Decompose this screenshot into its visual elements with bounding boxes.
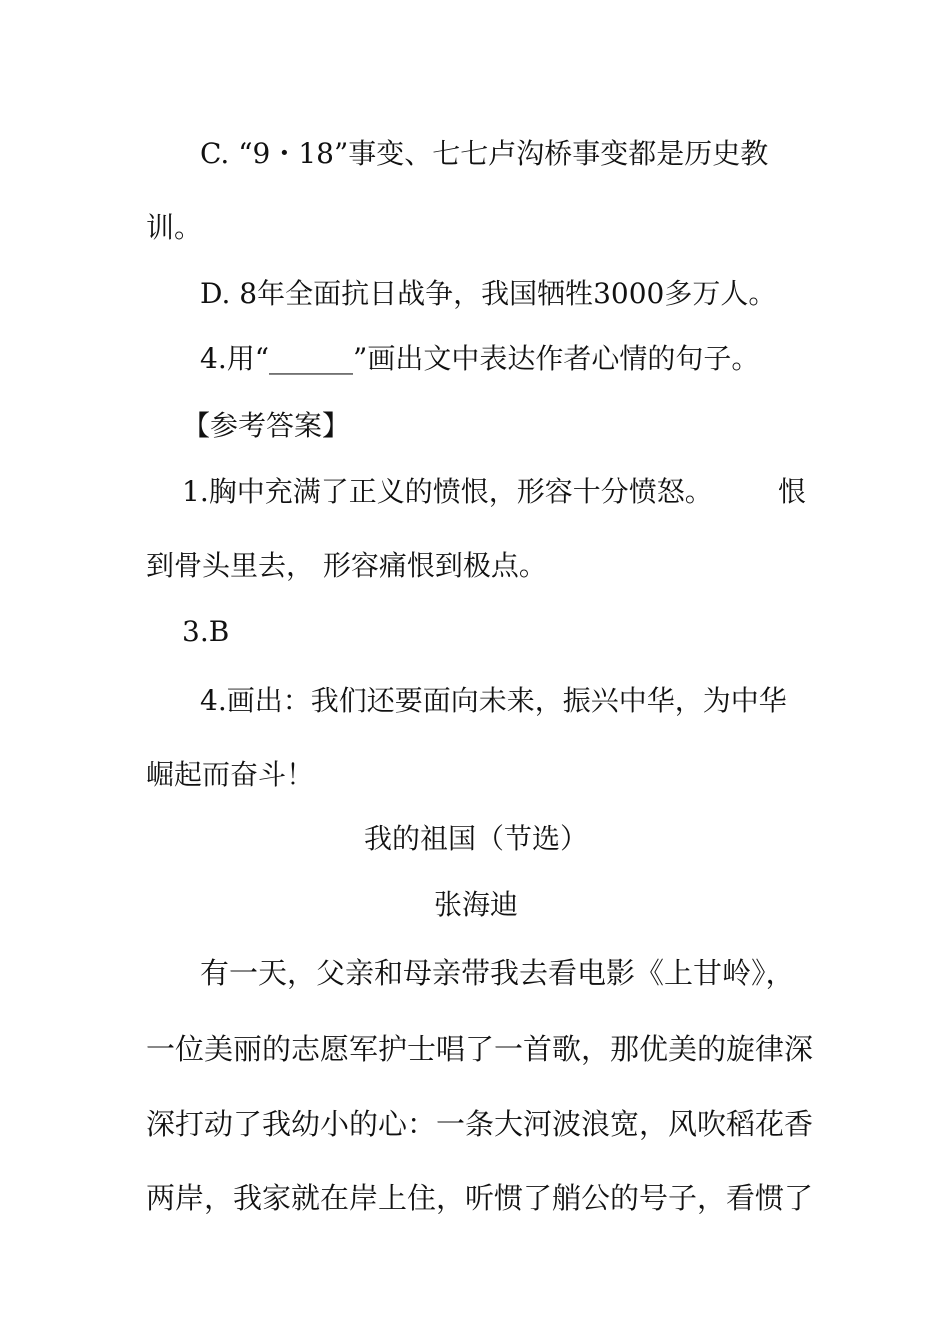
article-author: 张海迪	[433, 888, 518, 921]
answer-1-text: 1.胸中充满了正义的愤恨，形容十分愤怒。	[182, 475, 713, 508]
article-paragraph-line-2: 一位美丽的志愿军护士唱了一首歌，那优美的旋律深	[146, 1032, 814, 1066]
article-paragraph-line-1: 有一天，父亲和母亲带我去看电影《上甘岭》，	[200, 956, 795, 990]
option-c-line-1: C. “9・18”事变、七七卢沟桥事变都是历史教	[200, 137, 769, 170]
answer-3-line: 3.B	[182, 615, 230, 648]
question-4-line: 4.用“______”画出文中表达作者心情的句子。	[200, 342, 760, 375]
answer-1-line-1	[182, 474, 806, 510]
article-paragraph-line-4: 两岸，我家就在岸上住，听惯了艄公的号子，看惯了	[146, 1181, 814, 1215]
article-paragraph-line-3: 深打动了我幼小的心：一条大河波浪宽，风吹稻花香	[146, 1107, 814, 1141]
answer-heading: 【参考答案】	[182, 409, 351, 442]
article-title: 我的祖国（节选）	[363, 822, 588, 855]
answer-1-line-2: 到骨头里去， 形容痛恨到极点。	[146, 549, 547, 582]
option-c-line-2: 训。	[146, 211, 203, 244]
option-d-line: D. 8年全面抗日战争，我国牺牲3000多万人。	[200, 277, 777, 310]
answer-4-line-1: 4.画出：我们还要面向未来，振兴中华，为中华	[200, 684, 787, 717]
answer-4-line-2: 崛起而奋斗！	[146, 758, 315, 791]
answer-1-tail: 恨	[777, 475, 806, 508]
